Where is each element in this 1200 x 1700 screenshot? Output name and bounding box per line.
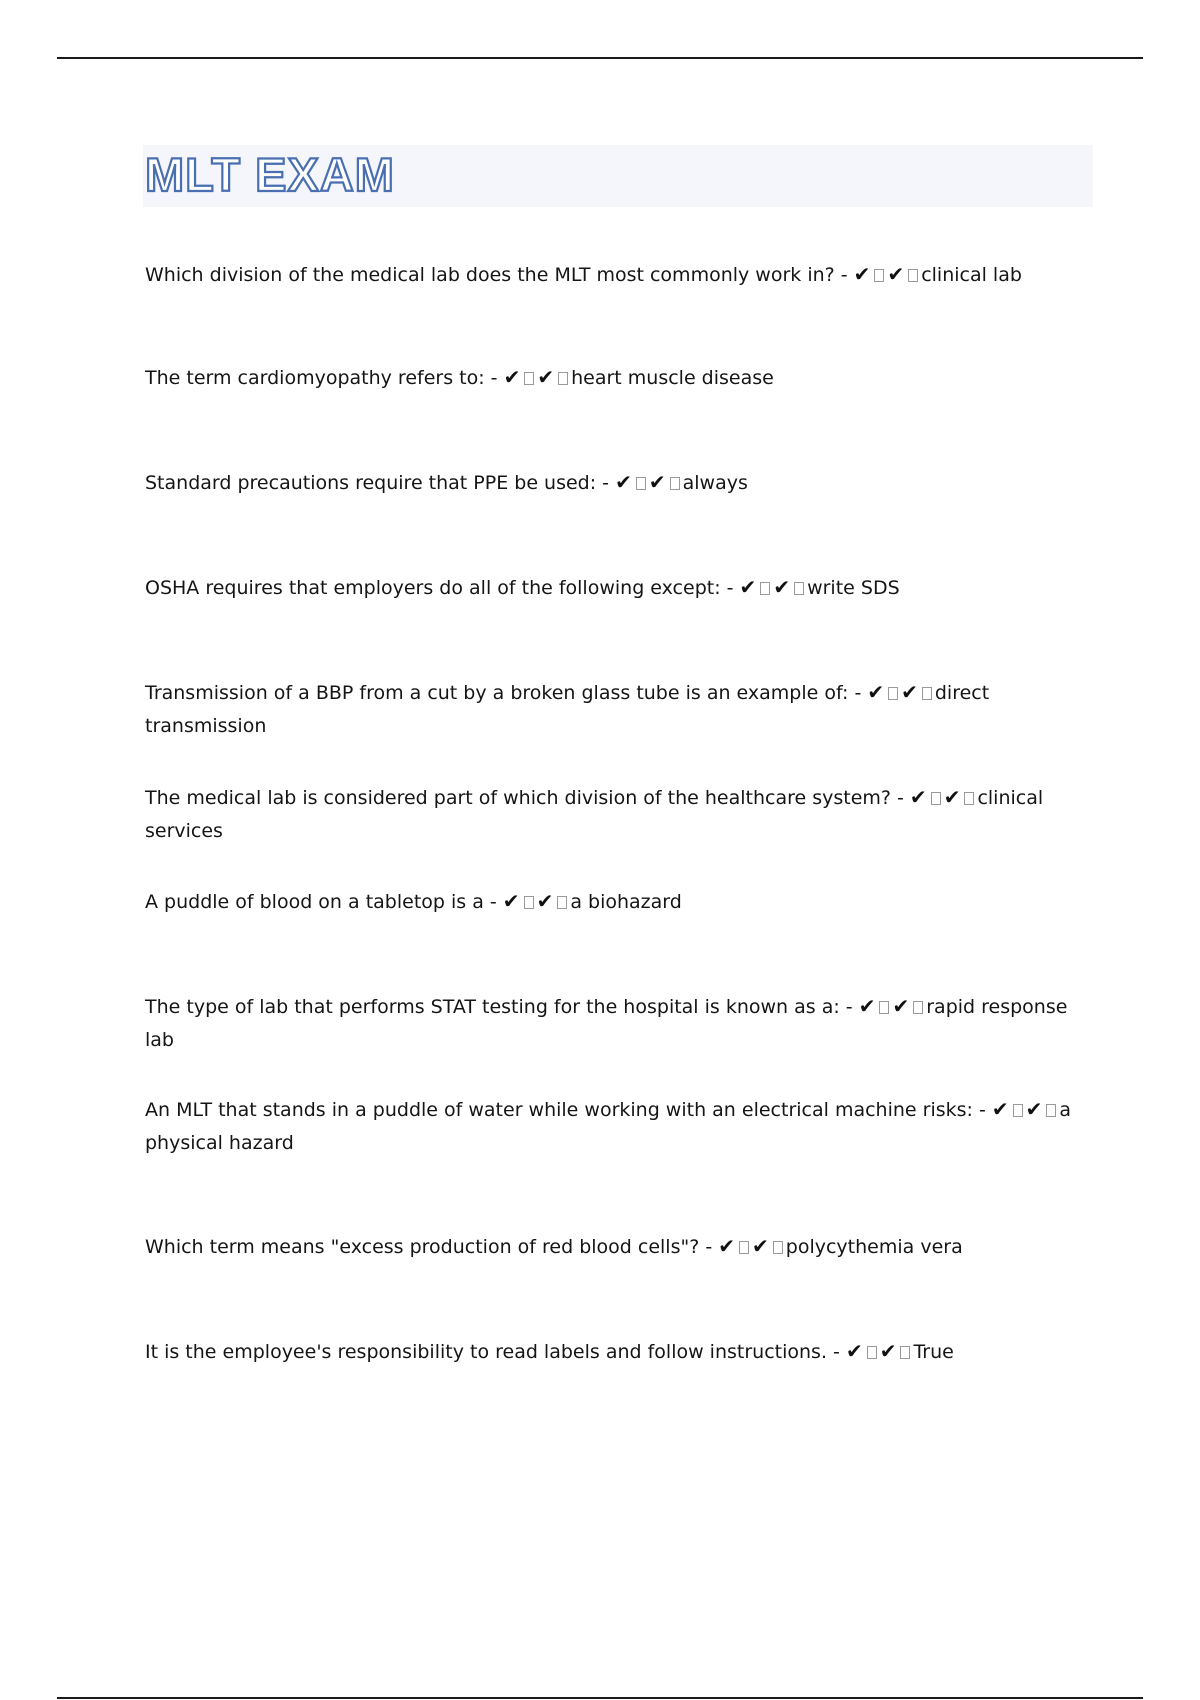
answer-text: direct transmission xyxy=(145,682,990,737)
box-icon xyxy=(636,477,646,490)
question-text: An MLT that stands in a puddle of water while working with an electrical machine risks: xyxy=(145,1099,973,1121)
separator: - xyxy=(720,577,740,599)
check-icon: ✔ xyxy=(901,680,918,704)
check-icon: ✔ xyxy=(1025,1097,1043,1121)
question-text: Which term means "excess production of red blood cells"? xyxy=(145,1236,700,1258)
box-icon xyxy=(922,687,932,700)
box-icon xyxy=(900,1346,910,1359)
box-icon xyxy=(670,477,680,490)
box-icon xyxy=(874,269,884,282)
answer-text: always xyxy=(682,472,748,494)
box-icon xyxy=(908,269,918,282)
check-icon: ✔ xyxy=(991,1097,1009,1121)
check-icon: ✔ xyxy=(845,1339,863,1363)
title-banner xyxy=(143,145,1093,207)
footer-rule xyxy=(57,1697,1143,1699)
box-icon xyxy=(558,372,568,385)
box-icon xyxy=(794,582,804,595)
check-icon: ✔ xyxy=(867,680,885,704)
box-icon xyxy=(1013,1104,1023,1117)
check-icon: ✔ xyxy=(537,365,555,389)
qa-item xyxy=(145,781,1095,848)
answer-text: clinical services xyxy=(145,787,1044,842)
qa-item xyxy=(145,361,1095,395)
answer-text: rapid response lab xyxy=(145,996,1068,1051)
check-icon: ✔ xyxy=(536,889,554,913)
box-icon xyxy=(913,1001,923,1014)
separator: - xyxy=(890,787,910,809)
box-icon xyxy=(867,1346,877,1359)
box-icon xyxy=(773,1241,783,1254)
check-icon: ✔ xyxy=(503,365,521,389)
check-icon: ✔ xyxy=(879,1339,897,1363)
separator: - xyxy=(699,1236,719,1258)
check-icon: ✔ xyxy=(648,470,666,494)
separator: - xyxy=(596,472,616,494)
box-icon xyxy=(879,1001,889,1014)
box-icon xyxy=(557,896,567,909)
qa-item xyxy=(145,571,1095,605)
page-title: MLT EXAM xyxy=(145,148,395,201)
separator: - xyxy=(848,682,868,704)
answer-text: heart muscle disease xyxy=(571,367,774,389)
box-icon xyxy=(524,372,534,385)
question-text: The medical lab is considered part of which division of the healthcare system? xyxy=(145,787,891,809)
question-text: A puddle of blood on a tabletop is a xyxy=(145,891,484,913)
qa-item xyxy=(145,1230,1095,1264)
answer-text: write SDS xyxy=(807,577,900,599)
qa-item xyxy=(145,1093,1095,1160)
separator: - xyxy=(827,1341,846,1363)
separator: - xyxy=(483,891,503,913)
check-icon: ✔ xyxy=(752,1234,769,1258)
check-icon: ✔ xyxy=(718,1234,736,1258)
check-icon: ✔ xyxy=(943,785,961,809)
box-icon xyxy=(888,687,898,700)
separator: - xyxy=(972,1099,992,1121)
check-icon: ✔ xyxy=(739,575,757,599)
answer-text: polycythemia vera xyxy=(785,1236,963,1258)
answer-text: a physical hazard xyxy=(145,1099,1072,1154)
qa-item xyxy=(145,258,1095,292)
separator: - xyxy=(839,996,859,1018)
check-icon: ✔ xyxy=(773,575,791,599)
box-icon xyxy=(739,1241,749,1254)
qa-item xyxy=(145,466,1095,500)
check-icon: ✔ xyxy=(853,262,871,286)
question-text: Transmission of a BBP from a cut by a broken glass tube is an example of: xyxy=(145,682,849,704)
answer-text: True xyxy=(913,1341,954,1363)
box-icon xyxy=(964,792,974,805)
qa-item xyxy=(145,885,1095,919)
check-icon: ✔ xyxy=(892,994,910,1018)
check-icon: ✔ xyxy=(909,785,927,809)
question-text: Standard precautions require that PPE be used: xyxy=(145,472,597,494)
answer-text: a biohazard xyxy=(570,891,682,913)
separator: - xyxy=(484,367,504,389)
question-text: The type of lab that performs STAT testing for the hospital is known as a: xyxy=(145,996,840,1018)
qa-item xyxy=(145,676,1095,743)
question-text: OSHA requires that employers do all of the following except: xyxy=(145,577,721,599)
qa-item xyxy=(145,990,1095,1057)
question-text: The term cardiomyopathy refers to: xyxy=(145,367,485,389)
check-icon: ✔ xyxy=(858,994,876,1018)
check-icon: ✔ xyxy=(615,470,632,494)
box-icon xyxy=(931,792,941,805)
box-icon xyxy=(524,896,534,909)
answer-text: clinical lab xyxy=(921,264,1022,286)
qa-item xyxy=(145,1335,1095,1369)
check-icon: ✔ xyxy=(887,262,905,286)
header-rule xyxy=(57,57,1143,59)
question-text: It is the employee's responsibility to read labels and follow instructions. xyxy=(145,1341,827,1363)
separator: - xyxy=(834,264,854,286)
check-icon: ✔ xyxy=(502,889,520,913)
question-text: Which division of the medical lab does the MLT most commonly work in? xyxy=(145,264,835,286)
box-icon xyxy=(760,582,770,595)
box-icon xyxy=(1046,1104,1056,1117)
